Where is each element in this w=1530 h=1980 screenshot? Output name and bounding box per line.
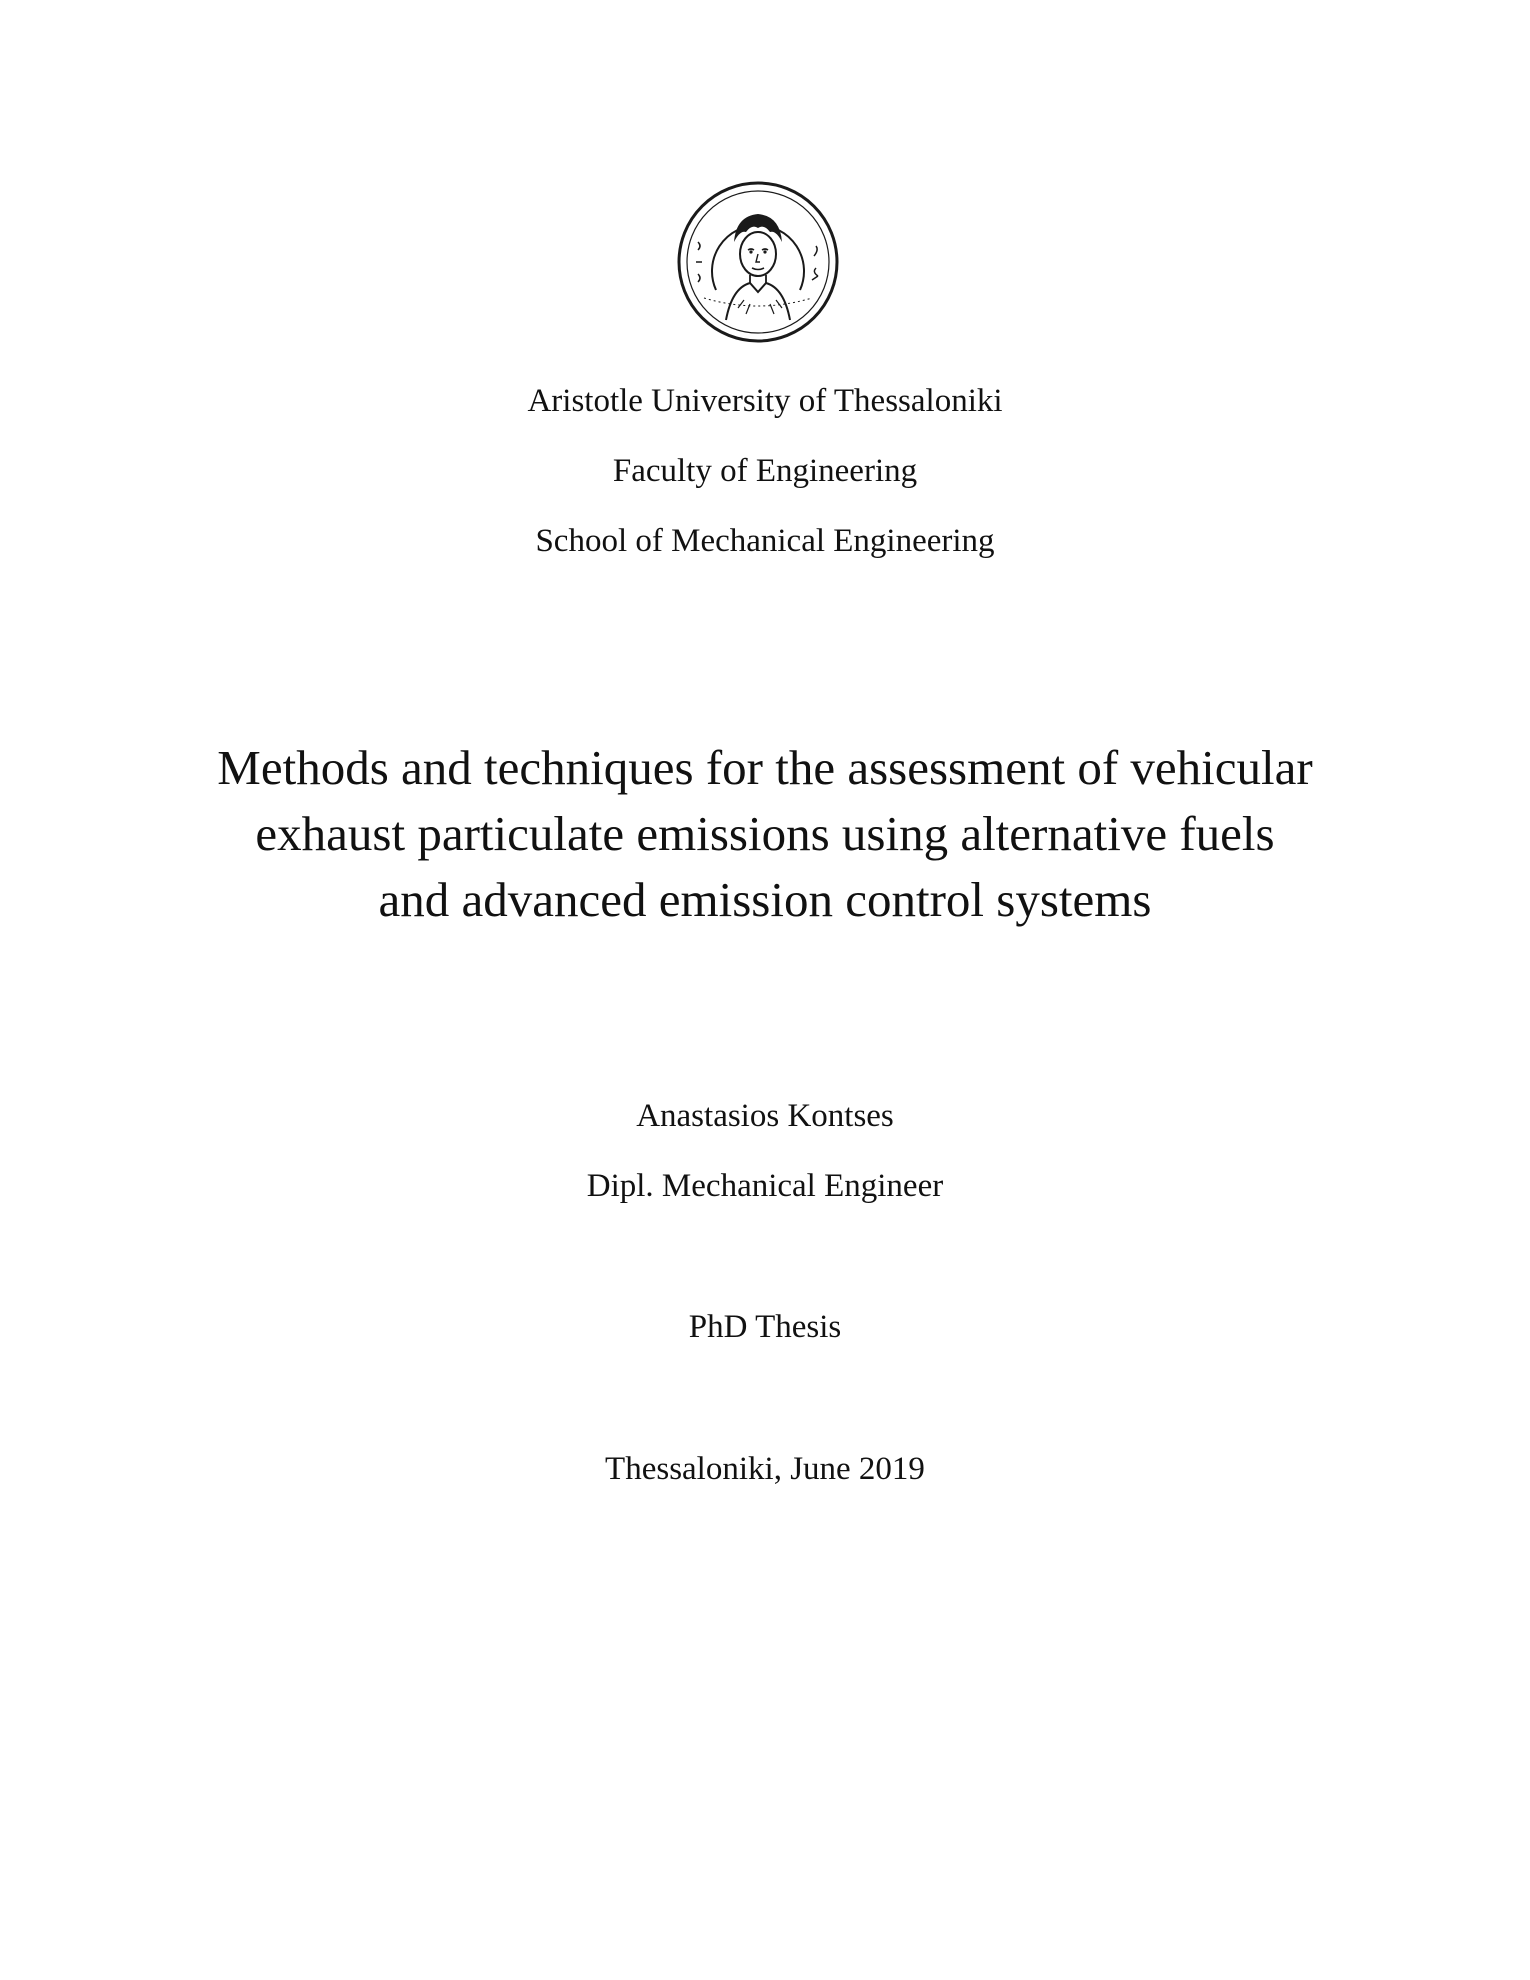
university-name: Aristotle University of Thessaloniki (527, 383, 1003, 419)
thesis-title (0, 735, 1530, 933)
title-line: and advanced emission control systems (378, 872, 1152, 927)
school-name: School of Mechanical Engineering (535, 523, 995, 559)
author-degree: Dipl. Mechanical Engineer (586, 1168, 944, 1204)
title-line: exhaust particulate emissions using alternative fuels (255, 806, 1275, 861)
faculty-name: Faculty of Engineering (612, 453, 918, 489)
title-line: Methods and techniques for the assessment of vehicular (217, 740, 1313, 795)
author-name: Anastasios Kontses (636, 1098, 894, 1134)
university-seal-icon (676, 180, 840, 344)
document-type: PhD Thesis (688, 1309, 842, 1345)
place-date: Thessaloniki, June 2019 (605, 1451, 925, 1487)
